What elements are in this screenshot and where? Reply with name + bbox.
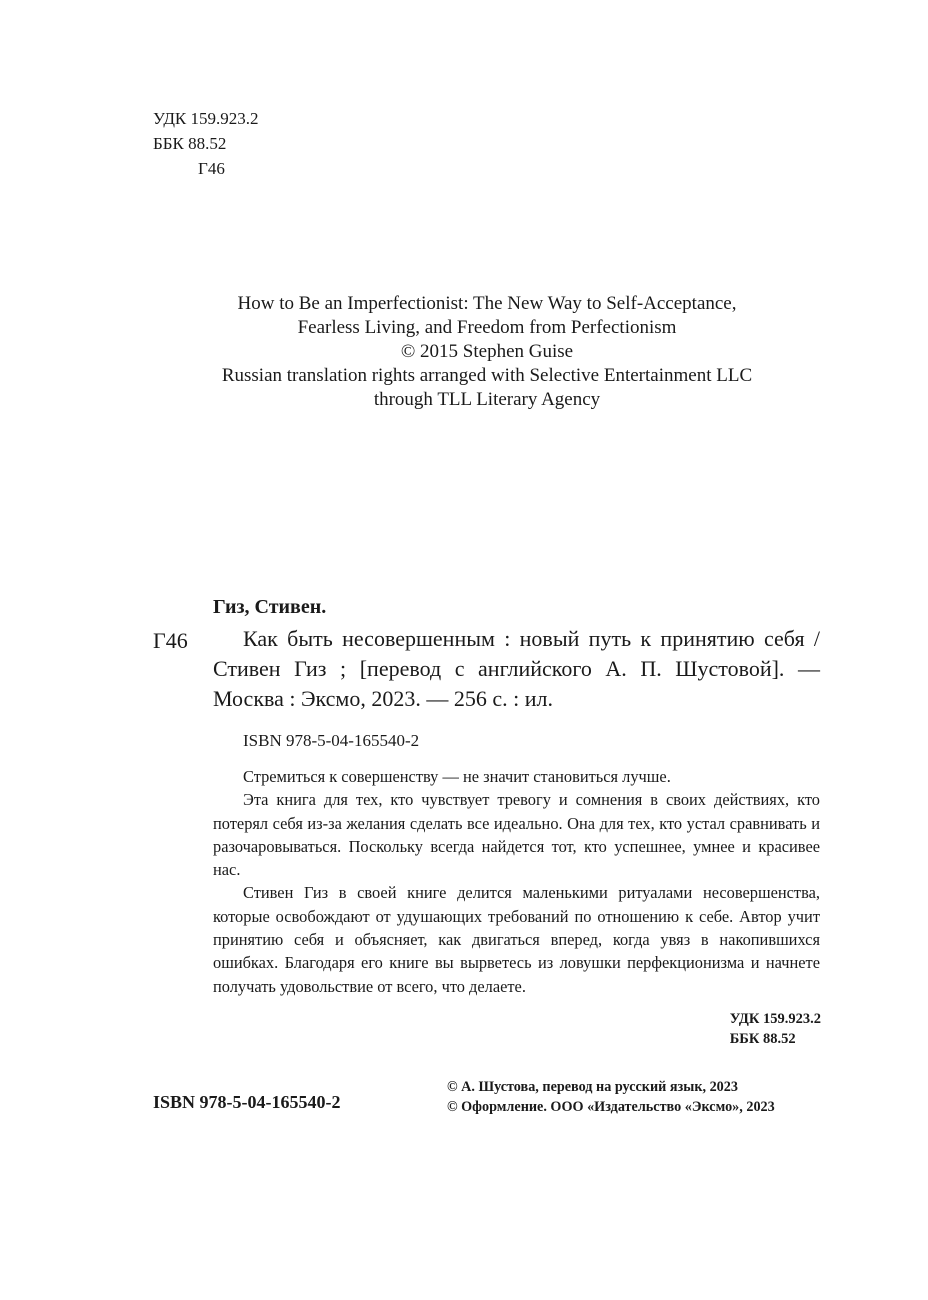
literary-agency: through TLL Literary Agency [373,389,601,410]
catalog-mark: Г46 [153,628,188,653]
bibliographic-description: Как быть несовершенным : новый путь к принятию себя / Стивен Гиз ; [перевод с английского А. П. Шустовой]. — Москва : Эксмо, 2023. — 256 с. : ил. [213,626,820,711]
catalog-author: Гиз, Стивен. [213,596,327,618]
annotation [213,765,820,998]
design-copyright: © Оформление. ООО «Издательство «Эксмо», 2023 [447,1099,775,1115]
classification-codes-top [153,106,259,181]
bbk-code: ББК 88.52 [153,134,227,153]
bbk-code-bottom: ББК 88.52 [729,1031,796,1047]
annotation-paragraph: Эта книга для тех, кто чувствует тревогу и сомнения в своих действиях, кто потерял себя из-за желания сделать все идеально. Она для тех, кто устал сравнивать и разочаровываться. Поскольку всегда найдется тот, кто успешнее, умнее и красивее нас. [213,790,820,880]
original-title-line2: Fearless Living, and Freedom from Perfectionism [297,317,677,338]
translation-copyright: © А. Шустова, перевод на русский язык, 2023 [447,1079,738,1095]
rights-block [150,292,824,412]
catalog-isbn: ISBN 978-5-04-165540-2 [243,731,420,750]
copyright-block [447,1077,775,1117]
translation-rights: Russian translation rights arranged with Selective Entertainment LLC [221,365,753,386]
annotation-paragraph: Стивен Гиз в своей книге делится маленькими ритуалами несовершенства, которые освобождают от удушающих требований по отношению к себе. Автор учит принятию себя и объясняет, как двигаться вперед, когда увяз в накопившихся ошибках. Благодаря его книге вы вырветесь из ловушки перфекционизма и начнете получать удовольствие от всего, что делаете. [213,883,820,996]
original-copyright: © 2015 Stephen Guise [400,341,574,362]
udk-code-bottom: УДК 159.923.2 [729,1011,821,1027]
isbn-main: ISBN 978-5-04-165540-2 [153,1092,341,1112]
original-title-line1: How to Be an Imperfectionist: The New Way to Self-Acceptance, [237,293,737,314]
annotation-paragraph: Стремиться к совершенству — не значит становиться лучше. [243,767,671,786]
classification-codes-bottom [730,1009,821,1049]
author-mark: Г46 [198,159,225,178]
udk-code: УДК 159.923.2 [153,109,259,128]
